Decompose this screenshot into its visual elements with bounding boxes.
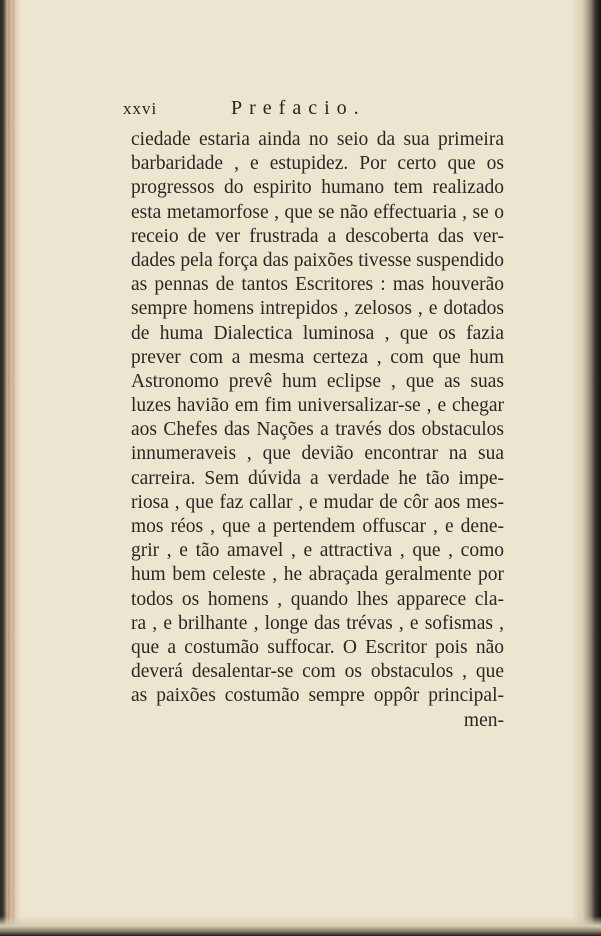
text-line: riosa , que faz callar , e mudar de côr aos mes- [131,491,504,513]
text-line: as paixões costumão sempre oppôr principal- [131,685,504,707]
text-line: luzes havião em fim universalizar-se , e chegar [131,395,504,417]
page-number: xxvi [123,99,158,118]
text-line: prever com a mesma certeza , com que hum [131,346,504,368]
text-line: innumeraveis , que devião encontrar na sua [131,443,504,465]
running-header [123,99,513,127]
text-line: esta metamorfose , que se não effectuaria , se o [131,201,504,223]
text-line: barbaridade , e estupidez. Por certo que os [131,153,504,175]
text-line: que a costumão suffocar. O Escritor pois não [131,636,504,658]
text-line: de huma Dialectica luminosa , que os fazia [131,322,504,344]
catchword: men- [463,709,504,731]
text-line: deverá desalentar-se com os obstaculos , que [131,661,504,683]
page-right-edge [573,0,601,936]
text-line: dades pela força das paixões tivesse suspendido [131,249,504,271]
body-text [131,128,504,733]
running-title: Prefacio. [231,97,366,119]
text-line: aos Chefes das Nações a través dos obstaculos [131,419,504,441]
text-line: progressos do espirito humano tem realizado [131,177,504,199]
text-line: sempre homens intrepidos , zelosos , e dotados [131,298,504,320]
text-line: as pennas de tantos Escritores : mas houverão [131,274,504,296]
text-line: carreira. Sem dúvida a verdade he tão impe- [131,467,504,489]
text-line: hum bem celeste , he abraçada geralmente por [131,564,504,586]
text-line: Astronomo prevê hum eclipse , que as suas [131,370,504,392]
text-line: grir , e tão amavel , e attractiva , que , como [131,540,504,562]
text-line: ra , e brilhante , longe das trévas , e sofismas , [131,612,504,634]
text-line: mos réos , que a pertendem offuscar , e dene- [131,516,504,537]
binding-edge [0,0,22,936]
page-bottom-edge [0,916,601,936]
text-line: ciedade estaria ainda no seio da sua primeira [131,129,504,150]
text-line: todos os homens , quando lhes apparece cla- [131,588,504,610]
text-line: receio de ver frustrada a descoberta das ver- [131,225,504,247]
